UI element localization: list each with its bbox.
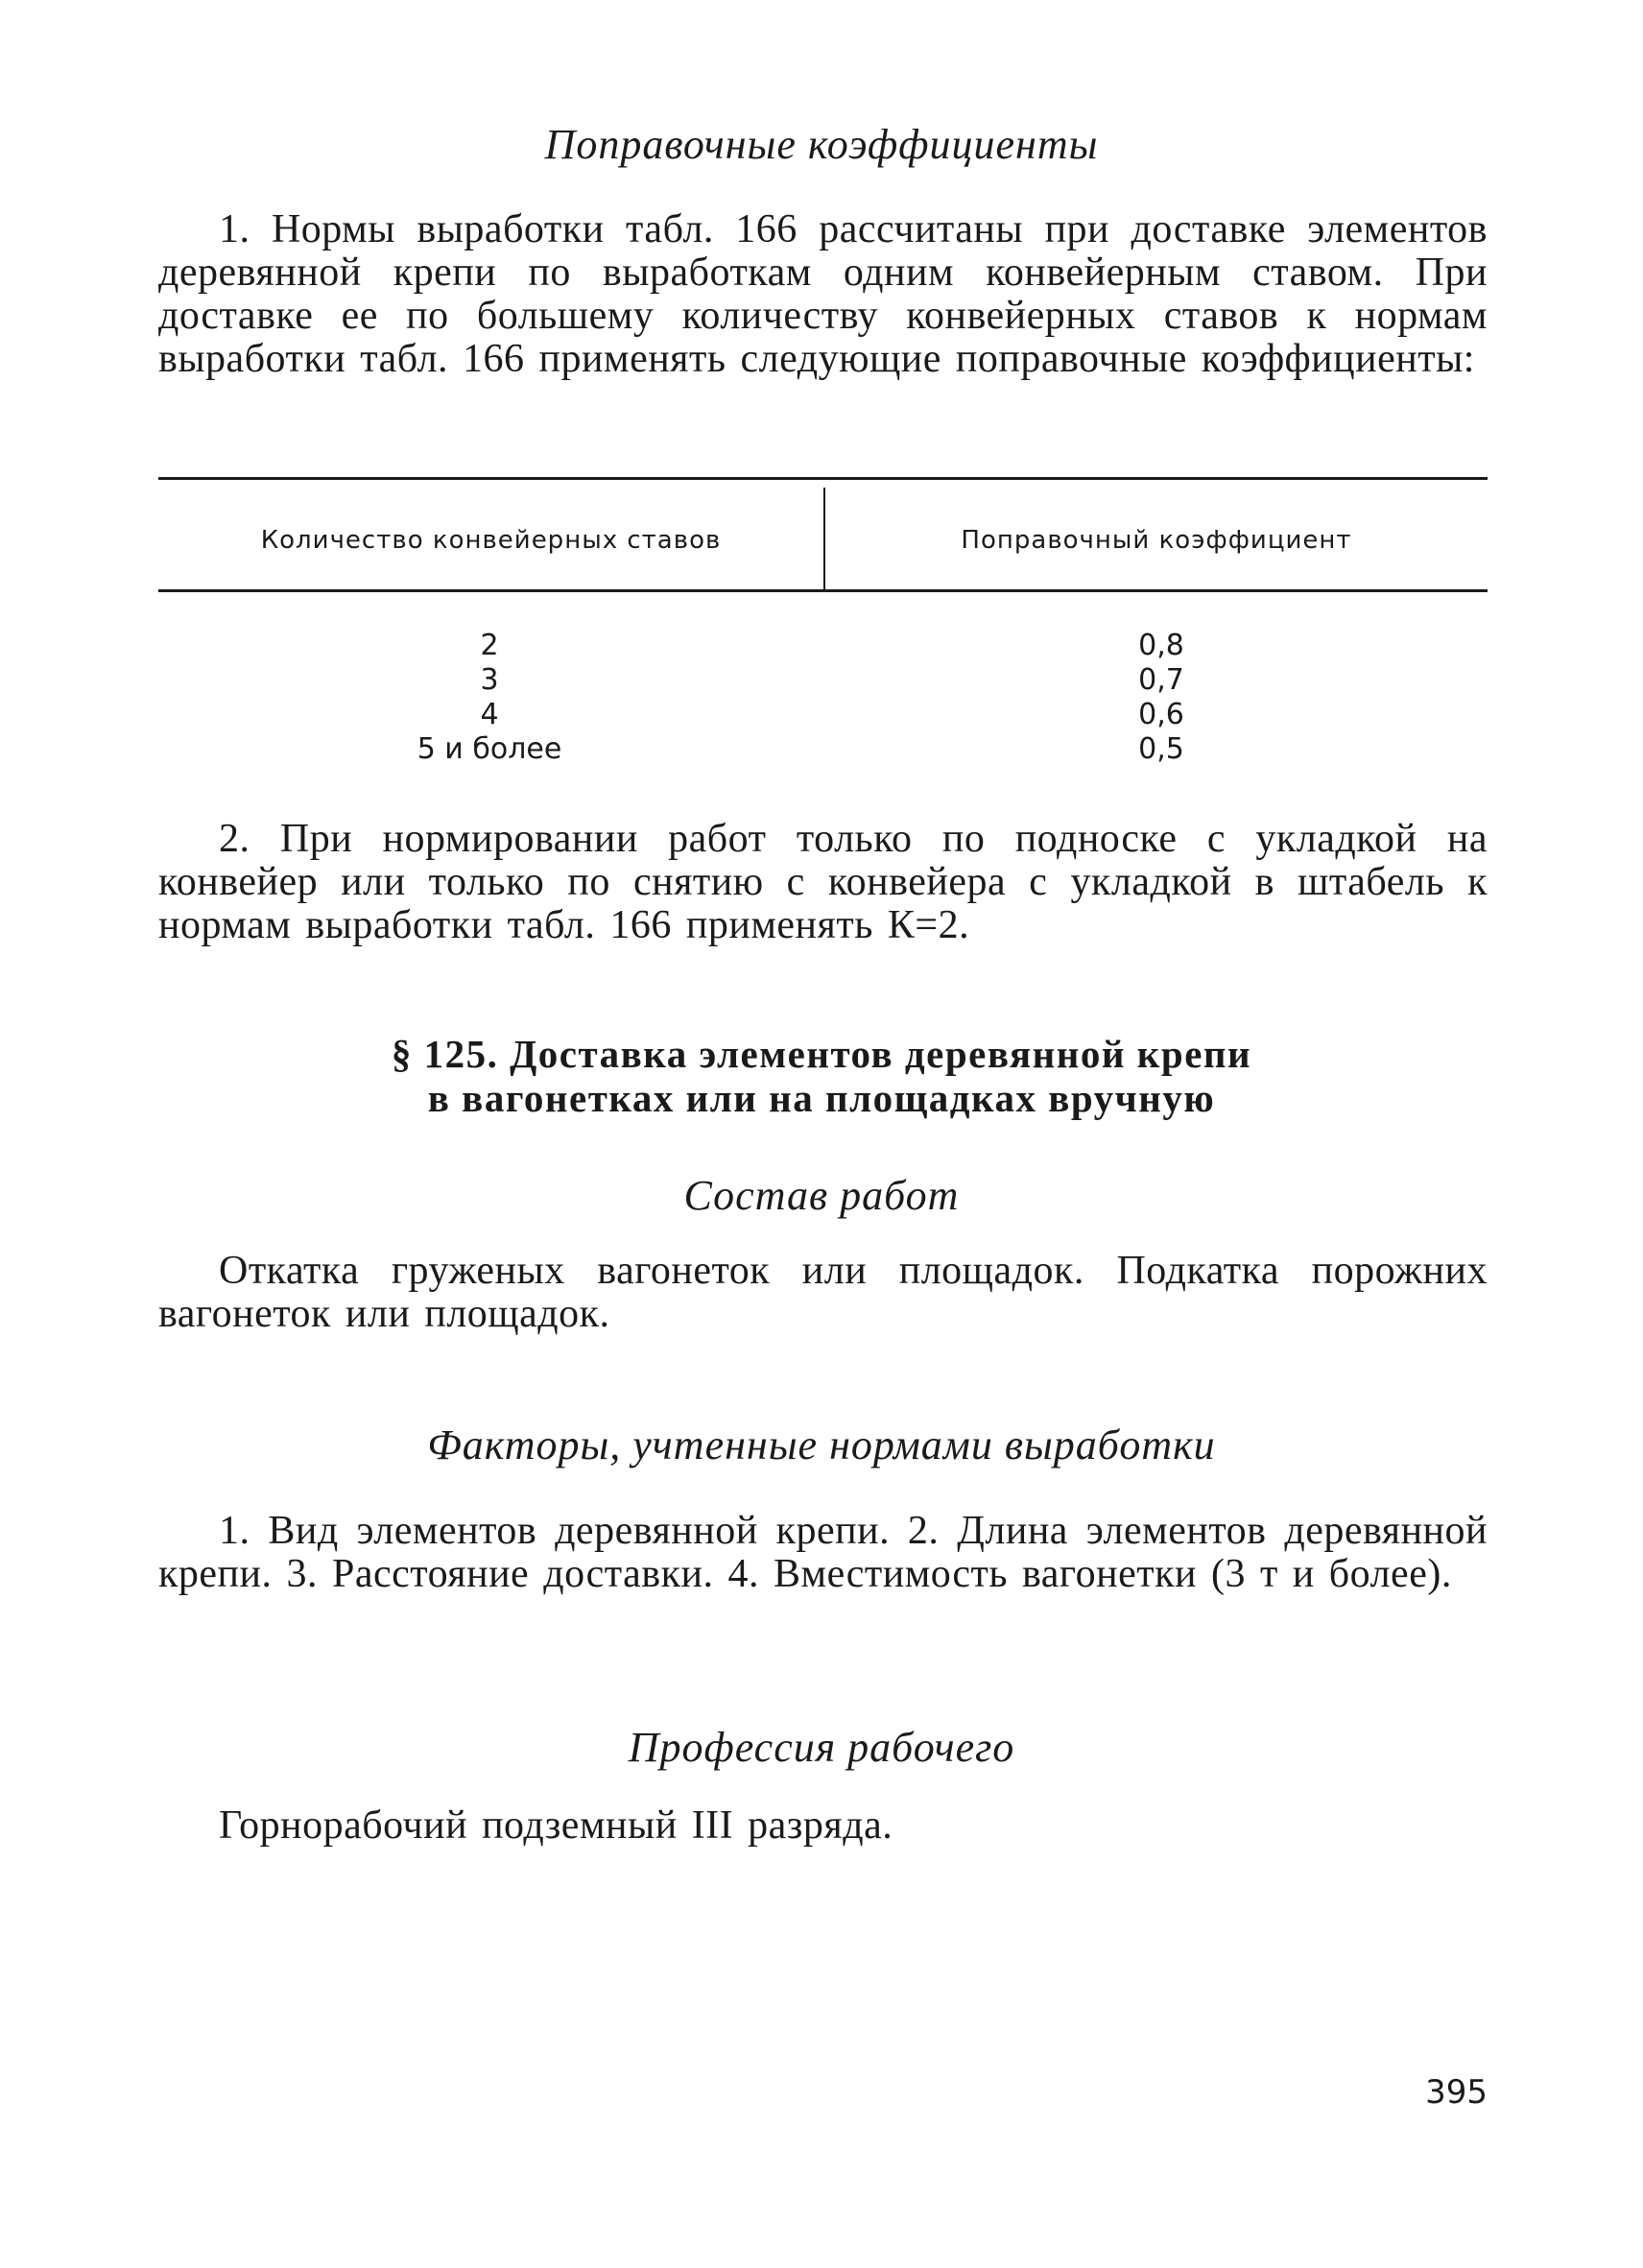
table-cell-count: 2 (480, 629, 499, 662)
table-header-rule (158, 589, 1488, 592)
table-header-coef: Поправочный коэффициент (961, 526, 1352, 555)
section-title-line-2: в вагонетках или на площадках вручную (427, 1076, 1216, 1120)
correction-heading: Поправочные коэффициенты (544, 121, 1099, 168)
work-content-heading: Состав работ (683, 1172, 960, 1219)
table-cell-count: 3 (480, 663, 499, 697)
table-cell-coef: 0,8 (1138, 629, 1184, 662)
profession-text: Горнорабочий подземный III разряда. (219, 1803, 893, 1848)
table-cell-coef: 0,7 (1138, 663, 1184, 697)
work-content-text: Откатка груженых вагонеток или площадок. Подкатка порожних вагонеток или площадок. (158, 1249, 1488, 1336)
table-top-rule (158, 477, 1488, 480)
table-coef-column (1094, 629, 1228, 767)
factors-paragraph (158, 1510, 1488, 1596)
correction-note-text: 2. При нормировании работ только по подноске с укладкой на конвейер или только по снятию с конвейера с укладкой в штабель к нормам выработки табл. 166 применять К=2. (158, 817, 1488, 947)
section-title (0, 1032, 1643, 1120)
work-content-paragraph (158, 1250, 1488, 1336)
factors-heading: Факторы, учтенные нормами выработки (427, 1421, 1216, 1468)
page-number: 395 (1425, 2073, 1488, 2112)
table-cell-count: 4 (480, 698, 499, 731)
correction-intro-text: 1. Нормы выработки табл. 166 рассчитаны при доставке элементов деревянной крепи по выработкам одним конвейерным ставом. При доставке ее по большему количеству конвейерных ставов к нормам выработки табл. 166 применять следующие поправочные коэффициенты: (158, 207, 1488, 381)
table-cell-coef: 0,5 (1138, 732, 1184, 766)
profession-heading: Профессия рабочего (628, 1724, 1015, 1771)
section-title-line-1: § 125. Доставка элементов деревянной крепи (391, 1032, 1252, 1076)
table-header-count: Количество конвейерных ставов (260, 526, 722, 555)
correction-note-paragraph (158, 818, 1488, 947)
table-count-column (365, 629, 614, 767)
profession-paragraph (158, 1804, 1488, 1848)
table-cell-count: 5 и более (417, 732, 562, 766)
table-cell-coef: 0,6 (1138, 698, 1184, 731)
factors-text: 1. Вид элементов деревянной крепи. 2. Длина элементов деревянной крепи. 3. Расстояние доставки. 4. Вместимость вагонетки (3 т и более). (158, 1509, 1488, 1596)
correction-intro-paragraph (158, 208, 1488, 381)
